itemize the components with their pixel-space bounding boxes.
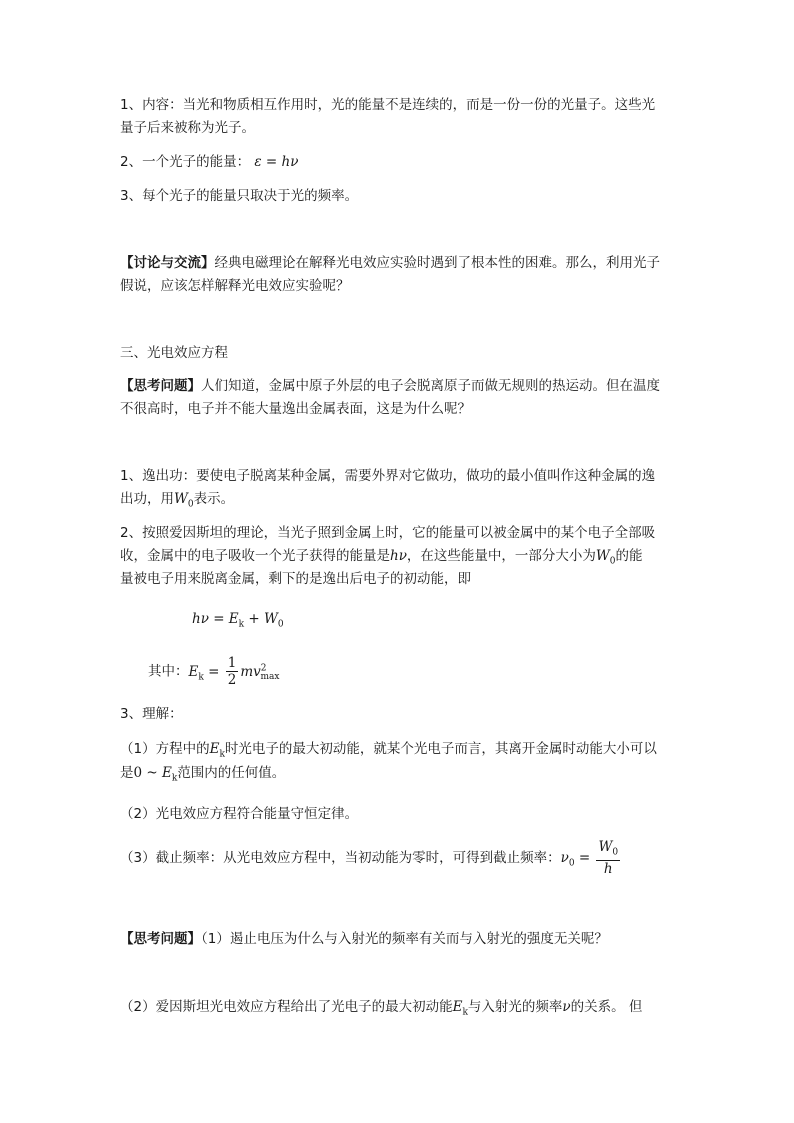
content-line-1: 1、内容：当光和物质相互作用时，光的能量不是连续的，而是一份一份的光量子。这些光 — [120, 97, 656, 113]
think-label: 【思考问题】 — [120, 378, 201, 394]
section-heading: 三、光电效应方程 — [120, 345, 228, 361]
discussion-line-1: 【讨论与交流】经典电磁理论在解释光电效应实验时遇到了根本性的困难。那么，利用光子 — [120, 255, 660, 271]
einstein-line-1: 2、按照爱因斯坦的理论，当光子照到金属上时，它的能量可以被金属中的某个电子全部吸 — [120, 525, 656, 541]
einstein-line-3: 量被电子用来脱离金属，剩下的是逸出后电子的初动能，即 — [120, 571, 471, 587]
half-fraction: $\frac{1}{2}$ — [227, 655, 237, 688]
understanding-item2: （2）光电效应方程符合能量守恒定律。 — [120, 806, 359, 822]
understanding-heading: 3、理解： — [120, 706, 183, 722]
discussion-line-2: 假说，应该怎样解释光电效应实验呢？ — [120, 278, 350, 294]
photoelectric-equation: $h\nu = E_k + W_0$ — [192, 611, 284, 630]
understanding-item1-line1: （1）方程中的$E_k$时光电子的最大初动能，就某个光电子而言，其离开金属时动能大小可以 — [120, 741, 657, 760]
einstein-line-2: 收，金属中的电子吸收一个光子获得的能量是hν，在这些能量中，一部分大小为$W_0$的能 — [120, 548, 643, 567]
question-label: 【思考问题】 — [120, 931, 201, 947]
question-2: （2）爱因斯坦光电效应方程给出了光电子的最大初动能$E_k$与入射光的频率ν的关系。 但 — [120, 999, 643, 1018]
w0-symbol: $W_0$ — [174, 491, 194, 510]
think-line-2: 不很高时，电子并不能大量逸出金属表面，这是为什么呢？ — [120, 401, 471, 417]
photon-frequency-line: 3、每个光子的能量只取决于光的频率。 — [120, 188, 359, 204]
content-line-2: 量子后来被称为光子。 — [120, 120, 255, 136]
workfunction-line-2: 出功，用$W_0$表示。 — [120, 491, 235, 510]
kinetic-energy-definition: 其中：$E_k$ = $\frac{1}{2}$ $mv^2_{max}$ — [148, 655, 280, 688]
cutoff-frequency-fraction: $\frac{W_0}{h}$ — [598, 838, 619, 878]
discussion-label: 【讨论与交流】 — [120, 255, 215, 271]
think-line-1: 【思考问题】人们知道，金属中原子外层的电子会脱离原子而做无规则的热运动。但在温度 — [120, 378, 660, 394]
workfunction-line-1: 1、逸出功：要使电子脱离某种金属，需要外界对它做功，做功的最小值叫作这种金属的逸 — [120, 468, 656, 484]
w0-symbol-2: $W_0$ — [595, 548, 616, 567]
h-nu-symbol: hν — [390, 548, 407, 564]
understanding-item1-line2: 是0 ~ $E_k$范围内的任何值。 — [120, 765, 286, 784]
understanding-item3: （3）截止频率：从光电效应方程中，当初动能为零时，可得到截止频率：$\nu_0$ = $\frac{W_0}{h}$ — [120, 838, 619, 878]
photon-energy-formula: ε = hν — [254, 154, 299, 170]
photon-energy-line: 2、一个光子的能量： ε = hν — [120, 154, 299, 170]
question-1: 【思考问题】（1）遏止电压为什么与入射光的频率有关而与入射光的强度无关呢？ — [120, 931, 608, 947]
